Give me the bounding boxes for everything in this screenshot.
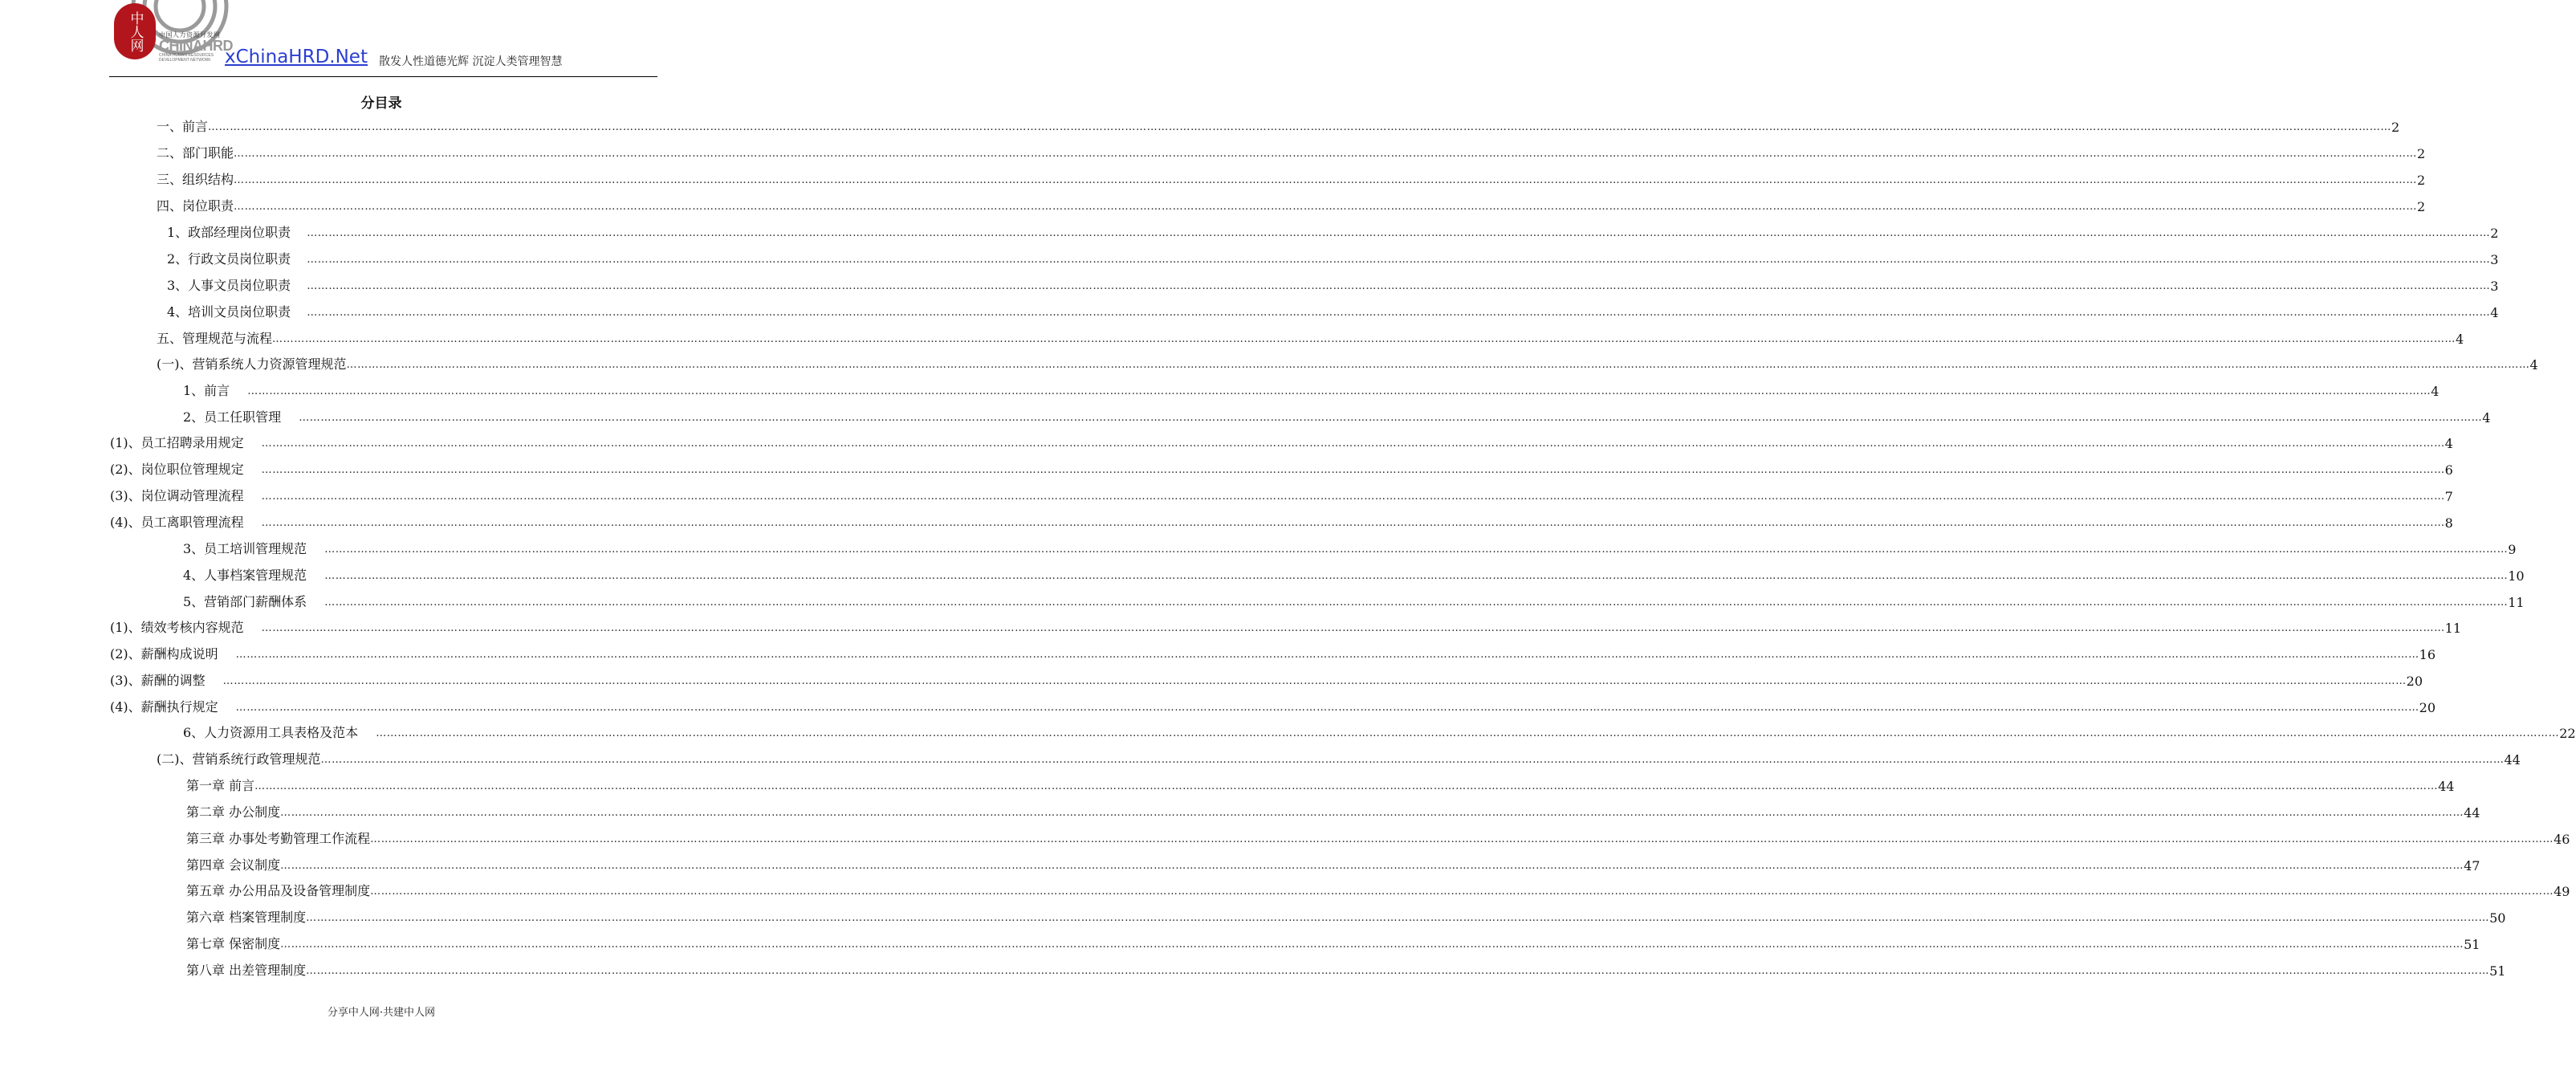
- logo-subtitle: CHINA HUMAN RESOURCES DEVELOPMENT NETWORK: [159, 53, 214, 63]
- toc-entry-page: 46: [2554, 832, 2570, 847]
- toc-entry-page: 11: [2508, 595, 2525, 610]
- toc-entry[interactable]: [110, 511, 2453, 531]
- toc-entry-title: 1、前言: [183, 383, 230, 398]
- toc-entry-page: 20: [2406, 674, 2423, 689]
- toc-dot-leader: ……………………………………………………………………………………………………………………………………………………………………………………………………………………………………………………………………………………………………………………………………………………………………………………………………………………………………………………………………………………………………………………………………………………: [280, 860, 2464, 872]
- toc-dot-leader: ……………………………………………………………………………………………………………………………………………………………………………………………………………………………………………………………………………………………………………………………………………………………………………………………………………………………………………………………………………………………………………………………………………………: [208, 121, 2392, 133]
- toc-entry-page: 4: [2431, 384, 2440, 399]
- toc-entry-title: (二)、营销系统行政管理规范: [157, 751, 321, 767]
- toc-dot-leader: ……………………………………………………………………………………………………………………………………………………………………………………………………………………………………………………………………………………………………………………………………………………………………………………………………………………………………………………………………………………………………………………………………………………: [261, 622, 2445, 634]
- toc-entry[interactable]: [186, 801, 2480, 820]
- toc-dot-leader: ……………………………………………………………………………………………………………………………………………………………………………………………………………………………………………………………………………………………………………………………………………………………………………………………………………………………………………………………………………………………………………………………………………………: [247, 385, 2432, 397]
- chinahrd-logo[interactable]: [109, 0, 233, 66]
- toc-entry-title: (3)、薪酬的调整: [110, 673, 206, 688]
- toc-dot-leader: ……………………………………………………………………………………………………………………………………………………………………………………………………………………………………………………………………………………………………………………………………………………………………………………………………………………………………………………………………………………………………………………………………………………: [307, 280, 2491, 292]
- toc-entry-page: 11: [2444, 621, 2462, 636]
- toc-entry[interactable]: [167, 248, 2499, 267]
- toc-entry-title: 五、管理规范与流程: [157, 331, 273, 346]
- toc-dot-leader: ……………………………………………………………………………………………………………………………………………………………………………………………………………………………………………………………………………………………………………………………………………………………………………………………………………………………………………………………………………………………………………………………………………………: [261, 464, 2445, 476]
- logo-seal: 中人网: [114, 3, 156, 59]
- toc-dot-leader: ……………………………………………………………………………………………………………………………………………………………………………………………………………………………………………………………………………………………………………………………………………………………………………………………………………………………………………………………………………………………………………………………………………………: [307, 227, 2491, 239]
- toc-dot-leader: ……………………………………………………………………………………………………………………………………………………………………………………………………………………………………………………………………………………………………………………………………………………………………………………………………………………………………………………………………………………………………………………………………………………: [307, 307, 2491, 319]
- toc-dot-leader: ……………………………………………………………………………………………………………………………………………………………………………………………………………………………………………………………………………………………………………………………………………………………………………………………………………………………………………………………………………………………………………………………………………………: [234, 174, 2418, 186]
- toc-entry-title: 二、部门职能: [157, 145, 234, 161]
- toc-entry-page: 4: [2490, 305, 2499, 320]
- toc-entry-title: (4)、员工离职管理流程: [110, 515, 244, 530]
- toc-dot-leader: ……………………………………………………………………………………………………………………………………………………………………………………………………………………………………………………………………………………………………………………………………………………………………………………………………………………………………………………………………………………………………………………………………………………: [324, 597, 2509, 609]
- toc-entry-page: 44: [2504, 752, 2521, 768]
- toc-entry-title: (1)、员工招聘录用规定: [110, 435, 244, 450]
- toc-entry-page: 16: [2419, 647, 2436, 662]
- toc-entry-title: (2)、薪酬构成说明: [110, 646, 218, 662]
- toc-dot-leader: ……………………………………………………………………………………………………………………………………………………………………………………………………………………………………………………………………………………………………………………………………………………………………………………………………………………………………………………………………………………………………………………………………………………: [306, 912, 2490, 924]
- toc-entry-title: 第六章 档案管理制度: [186, 910, 307, 925]
- toc-entry[interactable]: [167, 222, 2499, 241]
- toc-entry-page: 8: [2444, 515, 2453, 531]
- toc-dot-leader: ……………………………………………………………………………………………………………………………………………………………………………………………………………………………………………………………………………………………………………………………………………………………………………………………………………………………………………………………………………………………………………………………………………………: [234, 148, 2418, 160]
- toc-dot-leader: ……………………………………………………………………………………………………………………………………………………………………………………………………………………………………………………………………………………………………………………………………………………………………………………………………………………………………………………………………………………………………………………………………………………: [261, 517, 2445, 529]
- toc-dot-leader: ……………………………………………………………………………………………………………………………………………………………………………………………………………………………………………………………………………………………………………………………………………………………………………………………………………………………………………………………………………………………………………………………………………………: [370, 833, 2554, 845]
- toc-entry-title: 第七章 保密制度: [186, 936, 281, 951]
- toc-entry[interactable]: [183, 722, 2576, 741]
- toc-entry[interactable]: [183, 564, 2525, 584]
- toc-entry-page: 2: [2417, 199, 2426, 214]
- toc-entry[interactable]: [186, 828, 2570, 847]
- toc-entry-title: 4、培训文员岗位职责: [167, 304, 291, 320]
- toc-entry-title: 2、行政文员岗位职责: [167, 251, 291, 267]
- toc-entry-title: 第一章 前言: [186, 778, 255, 793]
- toc-dot-leader: ……………………………………………………………………………………………………………………………………………………………………………………………………………………………………………………………………………………………………………………………………………………………………………………………………………………………………………………………………………………………………………………………………………………: [376, 727, 2560, 739]
- toc-dot-leader: ……………………………………………………………………………………………………………………………………………………………………………………………………………………………………………………………………………………………………………………………………………………………………………………………………………………………………………………………………………………………………………………………………………………: [234, 201, 2418, 213]
- toc-entry-page: 4: [2529, 357, 2538, 373]
- toc-dot-leader: ……………………………………………………………………………………………………………………………………………………………………………………………………………………………………………………………………………………………………………………………………………………………………………………………………………………………………………………………………………………………………………………………………………………: [324, 544, 2509, 556]
- toc-entry[interactable]: [186, 906, 2506, 926]
- toc-entry-page: 2: [2490, 226, 2499, 241]
- toc-dot-leader: ……………………………………………………………………………………………………………………………………………………………………………………………………………………………………………………………………………………………………………………………………………………………………………………………………………………………………………………………………………………………………………………………………………………: [307, 254, 2491, 266]
- toc-dot-leader: ……………………………………………………………………………………………………………………………………………………………………………………………………………………………………………………………………………………………………………………………………………………………………………………………………………………………………………………………………………………………………………………………………………………: [222, 675, 2407, 687]
- toc-dot-leader: ……………………………………………………………………………………………………………………………………………………………………………………………………………………………………………………………………………………………………………………………………………………………………………………………………………………………………………………………………………………………………………………………………………………: [346, 359, 2530, 371]
- toc-entry-title: 第四章 会议制度: [186, 857, 281, 873]
- header-divider: [109, 76, 657, 77]
- toc-entry-page: 51: [2464, 937, 2480, 952]
- toc-entry-page: 51: [2489, 963, 2506, 979]
- toc-entry-title: 1、政部经理岗位职责: [167, 225, 291, 240]
- toc-entry[interactable]: [110, 696, 2436, 715]
- toc-entry[interactable]: [186, 854, 2480, 873]
- toc-dot-leader: ……………………………………………………………………………………………………………………………………………………………………………………………………………………………………………………………………………………………………………………………………………………………………………………………………………………………………………………………………………………………………………………………………………………: [235, 702, 2419, 714]
- toc-entry[interactable]: [110, 432, 2453, 451]
- toc-entry-title: (4)、薪酬执行规定: [110, 699, 218, 715]
- toc-dot-leader: ……………………………………………………………………………………………………………………………………………………………………………………………………………………………………………………………………………………………………………………………………………………………………………………………………………………………………………………………………………………………………………………………………………………: [370, 886, 2554, 898]
- toc-entry-title: 6、人力资源用工具表格及范本: [183, 725, 359, 740]
- toc-entry-page: 3: [2490, 252, 2499, 267]
- toc-entry[interactable]: [110, 670, 2423, 689]
- toc-entry[interactable]: [157, 328, 2464, 347]
- toc-entry[interactable]: [110, 458, 2453, 478]
- toc-entry-title: 3、员工培训管理规范: [183, 541, 307, 556]
- toc-entry[interactable]: [186, 933, 2480, 952]
- toc-entry-title: (2)、岗位职位管理规定: [110, 462, 244, 477]
- toc-entry[interactable]: [183, 538, 2517, 557]
- toc-entry-title: 三、组织结构: [157, 172, 234, 187]
- page-footer: 分享中人网·共建中人网: [327, 1007, 436, 1019]
- toc-entry[interactable]: [186, 775, 2455, 794]
- toc-entry-page: 2: [2417, 173, 2426, 188]
- toc-entry-title: 第五章 办公用品及设备管理制度: [186, 883, 371, 898]
- toc-entry[interactable]: [157, 116, 2400, 135]
- toc-entry-page: 22: [2559, 726, 2576, 741]
- toc-entry[interactable]: [186, 959, 2506, 979]
- toc-entry-page: 44: [2464, 805, 2480, 820]
- toc-entry-page: 4: [2444, 436, 2453, 451]
- toc-entry[interactable]: [157, 195, 2426, 214]
- toc-entry-title: 一、前言: [157, 119, 209, 134]
- toc-entry-page: 4: [2456, 332, 2464, 347]
- toc-entry-page: 9: [2508, 542, 2517, 557]
- toc-dot-leader: ……………………………………………………………………………………………………………………………………………………………………………………………………………………………………………………………………………………………………………………………………………………………………………………………………………………………………………………………………………………………………………………………………………………: [235, 649, 2419, 661]
- toc-entry[interactable]: [157, 169, 2426, 188]
- toc-entry-page: 50: [2489, 910, 2506, 926]
- toc-entry-title: (一)、营销系统人力资源管理规范: [157, 356, 347, 372]
- toc-dot-leader: ……………………………………………………………………………………………………………………………………………………………………………………………………………………………………………………………………………………………………………………………………………………………………………………………………………………………………………………………………………………………………………………………………………………: [280, 939, 2464, 951]
- site-slogan: 散发人性道德光辉 沉淀人类管理智慧: [379, 55, 563, 68]
- toc-dot-leader: ……………………………………………………………………………………………………………………………………………………………………………………………………………………………………………………………………………………………………………………………………………………………………………………………………………………………………………………………………………………………………………………………………………………: [261, 491, 2445, 503]
- toc-entry-page: 2: [2391, 120, 2400, 135]
- toc-entry-title: (3)、岗位调动管理流程: [110, 488, 244, 503]
- site-link[interactable]: xChinaHRD.Net: [225, 47, 368, 67]
- toc-dot-leader: ……………………………………………………………………………………………………………………………………………………………………………………………………………………………………………………………………………………………………………………………………………………………………………………………………………………………………………………………………………………………………………………………………………………: [261, 438, 2445, 450]
- toc-entry[interactable]: [110, 485, 2453, 504]
- logo-english-name: CHINAHRD: [159, 38, 233, 54]
- toc-entry[interactable]: [157, 353, 2538, 373]
- toc-entry-title: 第二章 办公制度: [186, 804, 281, 820]
- toc-entry[interactable]: [167, 275, 2499, 294]
- toc-entry[interactable]: [186, 880, 2570, 899]
- toc-dot-leader: ……………………………………………………………………………………………………………………………………………………………………………………………………………………………………………………………………………………………………………………………………………………………………………………………………………………………………………………………………………………………………………………………………………………: [306, 965, 2490, 977]
- toc-entry-page: 49: [2554, 884, 2570, 899]
- toc-entry-title: 2、员工任职管理: [183, 409, 282, 425]
- toc-entry[interactable]: [183, 591, 2525, 610]
- toc-entry[interactable]: [183, 406, 2491, 425]
- toc-entry[interactable]: [110, 643, 2436, 662]
- toc-entry[interactable]: [157, 748, 2521, 768]
- toc-entry-title: 四、岗位职责: [157, 198, 234, 214]
- logo-chinese-name: 中国人力资源开发网: [159, 31, 221, 39]
- toc-entry-title: 3、人事文员岗位职责: [167, 278, 291, 293]
- toc-dot-leader: ……………………………………………………………………………………………………………………………………………………………………………………………………………………………………………………………………………………………………………………………………………………………………………………………………………………………………………………………………………………………………………………………………………………: [299, 412, 2483, 424]
- toc-entry-page: 44: [2438, 779, 2455, 794]
- toc-entry-title: 第三章 办事处考勤管理工作流程: [186, 831, 371, 846]
- toc-entry-page: 20: [2419, 700, 2436, 715]
- toc-entry-title: 4、人事档案管理规范: [183, 568, 307, 583]
- toc-entry-page: 7: [2444, 489, 2453, 504]
- toc-entry-page: 4: [2482, 410, 2491, 425]
- toc-dot-leader: ……………………………………………………………………………………………………………………………………………………………………………………………………………………………………………………………………………………………………………………………………………………………………………………………………………………………………………………………………………………………………………………………………………………: [324, 570, 2509, 582]
- toc-entry-page: 47: [2464, 858, 2480, 873]
- toc-entry-page: 3: [2490, 279, 2499, 294]
- toc-dot-leader: ……………………………………………………………………………………………………………………………………………………………………………………………………………………………………………………………………………………………………………………………………………………………………………………………………………………………………………………………………………………………………………………………………………………: [320, 754, 2505, 766]
- toc-entry[interactable]: [110, 617, 2462, 636]
- toc-dot-leader: ……………………………………………………………………………………………………………………………………………………………………………………………………………………………………………………………………………………………………………………………………………………………………………………………………………………………………………………………………………………………………………………………………………………: [272, 333, 2456, 345]
- toc-entry-title: 5、营销部门薪酬体系: [183, 594, 307, 609]
- toc-dot-leader: ……………………………………………………………………………………………………………………………………………………………………………………………………………………………………………………………………………………………………………………………………………………………………………………………………………………………………………………………………………………………………………………………………………………: [280, 807, 2464, 819]
- toc-entry-title: 第八章 出差管理制度: [186, 963, 307, 978]
- page-title: 分目录: [360, 96, 402, 112]
- toc-entry-page: 2: [2417, 146, 2426, 161]
- toc-dot-leader: ……………………………………………………………………………………………………………………………………………………………………………………………………………………………………………………………………………………………………………………………………………………………………………………………………………………………………………………………………………………………………………………………………………………: [254, 780, 2439, 792]
- toc-entry-page: 10: [2508, 568, 2525, 584]
- page-header: [0, 0, 763, 80]
- toc-entry-page: 6: [2444, 462, 2453, 478]
- toc-entry-title: (1)、绩效考核内容规范: [110, 620, 244, 635]
- toc-entry[interactable]: [183, 380, 2440, 399]
- toc-entry[interactable]: [167, 301, 2499, 320]
- toc-entry[interactable]: [157, 142, 2426, 161]
